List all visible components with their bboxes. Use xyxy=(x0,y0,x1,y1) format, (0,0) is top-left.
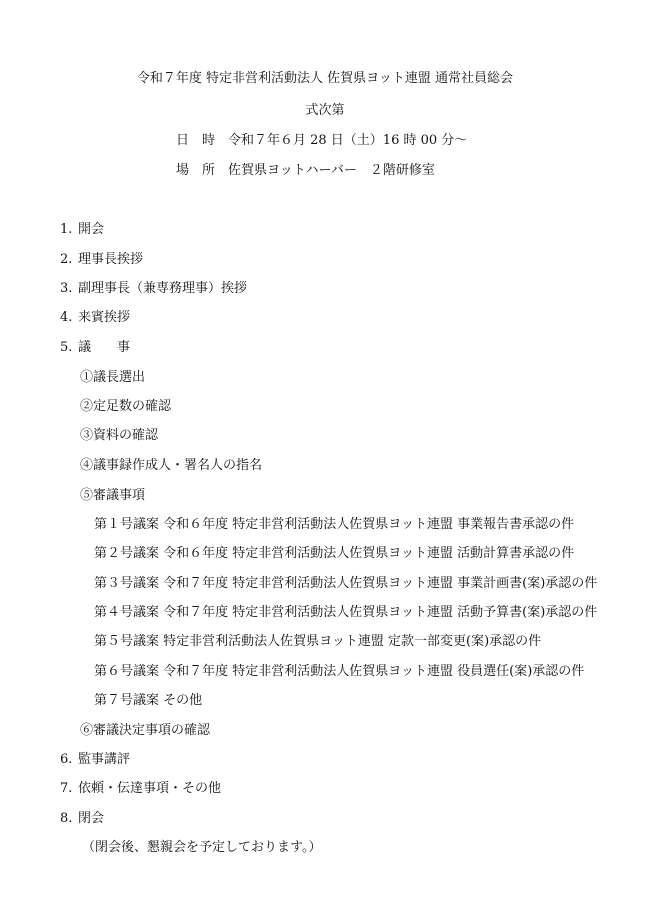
agenda-item-6: 6. 監事講評 xyxy=(60,752,131,767)
bill-6: 第６号議案 令和７年度 特定非営利活動法人佐賀県ヨット連盟 役員選任(案)承認の件 xyxy=(94,664,585,679)
proceeding-item-5: ⑤審議事項 xyxy=(80,488,146,503)
agenda-item-8: 8. 閉会 xyxy=(60,811,105,826)
agenda-item-5: 5. 議 事 xyxy=(60,340,131,355)
bill-5: 第５号議案 特定非営利活動法人佐賀県ヨット連盟 定款一部変更(案)承認の件 xyxy=(94,634,542,649)
proceeding-item-4: ④議事録作成人・署名人の指名 xyxy=(80,458,263,473)
closing-note: （閉会後、懇親会を予定しております。） xyxy=(82,840,322,855)
agenda-item-7: 7. 依頼・伝達事項・その他 xyxy=(60,781,222,796)
proceeding-item-1: ①議長選出 xyxy=(80,370,146,385)
place-label: 場 所 xyxy=(176,163,216,178)
bill-1: 第１号議案 令和６年度 特定非営利活動法人佐賀県ヨット連盟 事業報告書承認の件 xyxy=(94,517,575,532)
date-value: 令和７年６月 28 日（土）16 時 00 分～ xyxy=(228,133,468,148)
date-row xyxy=(176,134,467,147)
agenda-item-4: 4. 来賓挨拶 xyxy=(60,310,131,325)
place-row xyxy=(176,164,435,177)
document-title: 令和７年度 特定非営利活動法人 佐賀県ヨット連盟 通常社員総会 xyxy=(136,71,514,86)
document-subtitle: 式次第 xyxy=(305,103,345,118)
agenda-item-3: 3. 副理事長（兼専務理事）挨拶 xyxy=(60,281,248,296)
bill-2: 第２号議案 令和６年度 特定非営利活動法人佐賀県ヨット連盟 活動計算書承認の件 xyxy=(94,546,575,561)
proceeding-item-2: ②定足数の確認 xyxy=(80,399,172,414)
bill-3: 第３号議案 令和７年度 特定非営利活動法人佐賀県ヨット連盟 事業計画書(案)承認の件 xyxy=(94,576,598,591)
agenda-item-2: 2. 理事長挨拶 xyxy=(60,252,144,267)
proceeding-item-6: ⑥審議決定事項の確認 xyxy=(80,723,211,738)
agenda-item-1: 1. 開会 xyxy=(60,222,105,237)
bill-4: 第４号議案 令和７年度 特定非営利活動法人佐賀県ヨット連盟 活動予算書(案)承認の件 xyxy=(94,605,598,620)
proceeding-item-3: ③資料の確認 xyxy=(80,428,159,443)
date-label: 日 時 xyxy=(176,133,216,148)
place-value: 佐賀県ヨットハーバー ２階研修室 xyxy=(228,163,435,178)
bill-7: 第７号議案 その他 xyxy=(94,693,203,708)
